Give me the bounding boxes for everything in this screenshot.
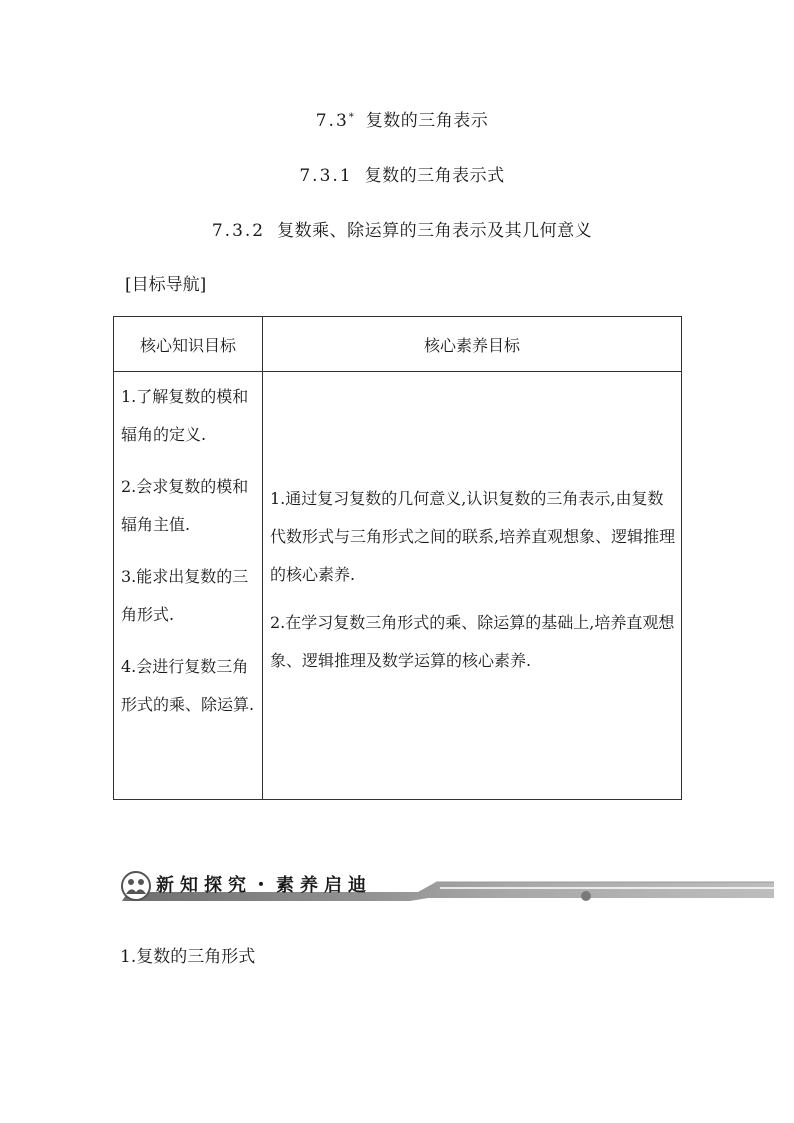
subsection-title-1-text: 复数的三角表示式 — [364, 166, 505, 186]
goals-table-body-row — [114, 372, 682, 800]
goals-table — [113, 316, 682, 800]
goals-table-header-row — [114, 317, 682, 372]
section-title-text: 复数的三角表示 — [365, 111, 489, 131]
section-banner — [118, 868, 774, 904]
header-literacy-goals: 核心素养目标 — [263, 317, 682, 372]
section-title — [0, 106, 794, 131]
knowledge-goal-item: 4.会进行复数三角形式的乘、除运算. — [121, 657, 255, 714]
subsection-title-1 — [0, 161, 794, 186]
literacy-goal-item: 1.通过复习复数的几何意义,认识复数的三角表示,由复数代数形式与三角形式之间的联系,培养直观想象、逻辑推理的核心素养. — [270, 489, 676, 584]
people-badge-icon — [120, 870, 152, 902]
subsection-number-2: 7.3.2 — [211, 221, 266, 241]
literacy-goal-item: 2.在学习复数三角形式的乘、除运算的基础上,培养直观想象、逻辑推理及数学运算的核心素养. — [270, 613, 675, 670]
subsection-title-2 — [0, 216, 794, 241]
subsection-heading: 1.复数的三角形式 — [120, 947, 256, 967]
knowledge-goals-cell — [114, 372, 263, 800]
goal-navigation-label: [目标导航] — [125, 275, 207, 295]
subsection-title-2-text: 复数乘、除运算的三角表示及其几何意义 — [277, 221, 593, 241]
knowledge-goal-item: 3.能求出复数的三角形式. — [121, 567, 249, 624]
knowledge-goal-item: 1.了解复数的模和辐角的定义. — [121, 387, 249, 444]
subsection-number-1: 7.3.1 — [299, 166, 353, 186]
banner-title: 新知探究・素养启迪 — [156, 875, 372, 896]
knowledge-goal-item: 2.会求复数的模和辐角主值. — [121, 477, 249, 534]
header-knowledge-goals: 核心知识目标 — [114, 317, 263, 372]
section-number: 7.3* — [315, 111, 354, 131]
literacy-goals-cell — [263, 372, 682, 800]
